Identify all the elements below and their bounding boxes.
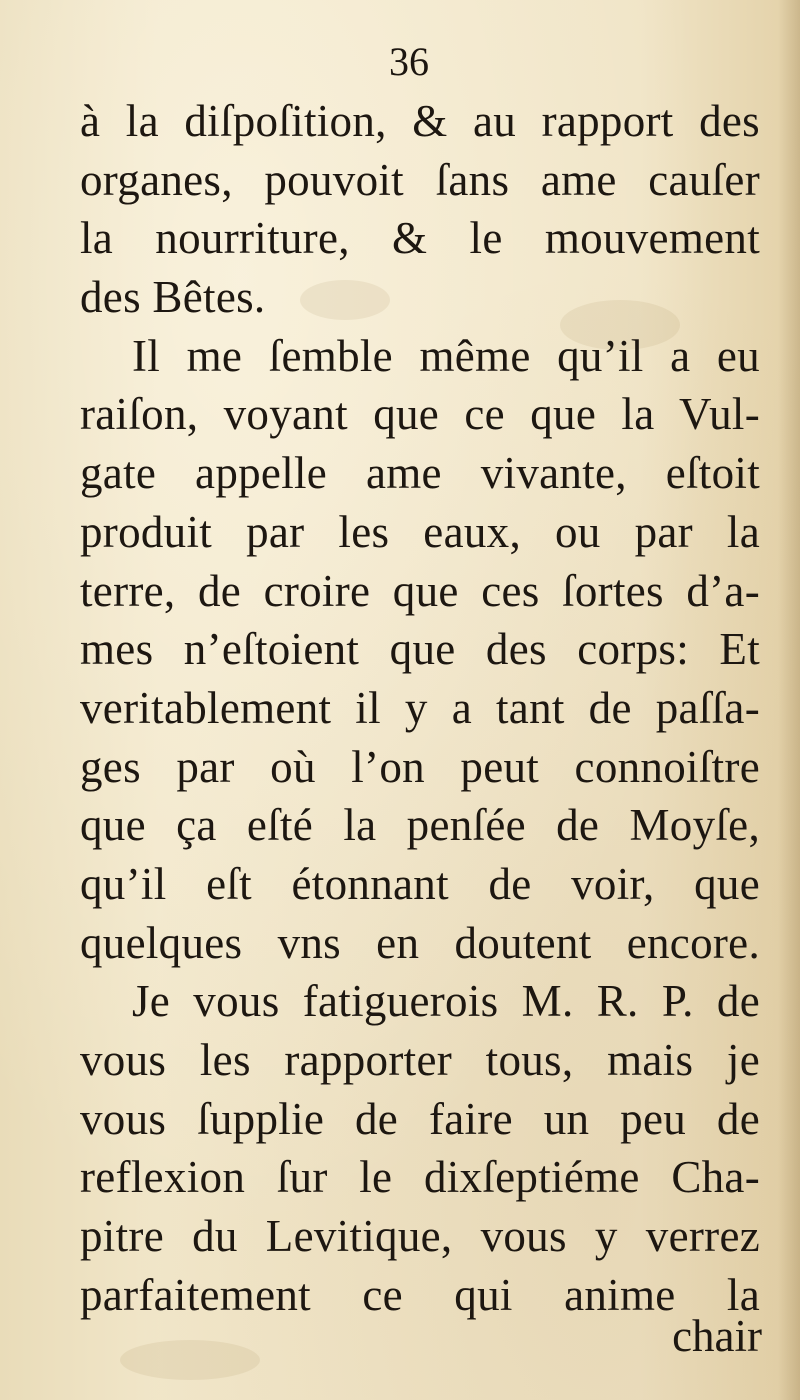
text-line: gate appelle ame vivante, eſtoit [80, 448, 760, 499]
text-line: veritablement il y a tant de paſſa- [80, 682, 760, 733]
text-line: mes n’eſtoient que des corps: Et [80, 624, 760, 675]
text-line: parfaitement ce qui anime la [80, 1269, 760, 1320]
text-line: à la diſpoſition, & au rapport des [80, 96, 760, 146]
page-edge-shadow [778, 0, 800, 1400]
text-line: organes, pouvoit ſans ame cauſer [80, 154, 760, 205]
paper-stain [120, 1340, 260, 1380]
body-text [80, 92, 760, 1324]
text-line: qu’il eſt étonnant de voir, que [80, 858, 760, 909]
text-line: la nourriture, & le mouvement [80, 213, 760, 264]
text-line: pitre du Levitique, vous y verrez [80, 1211, 760, 1262]
text-line: que ça eſté la penſée de Moyſe, [80, 800, 760, 851]
text-line: produit par les eaux, ou par la [80, 506, 760, 557]
text-line: raiſon, voyant que ce que la Vul- [80, 389, 760, 440]
text-line: vous les rapporter tous, mais je [80, 1035, 760, 1085]
page-number: 36 [389, 39, 429, 84]
text-line: terre, de croire que ces ſortes d’a- [80, 565, 760, 616]
paragraph-start-line: Je vous fatiguerois M. R. P. de [132, 976, 760, 1027]
text-line: des Bêtes. [80, 272, 266, 323]
text-line: ges par où l’on peut connoiſtre [80, 741, 760, 792]
text-line: quelques vns en doutent encore. [80, 917, 760, 968]
paragraph-start-line: Il me ſemble même qu’il a eu [132, 330, 760, 381]
catchword: chair [672, 1311, 762, 1361]
text-line: reflexion ſur le dixſeptiéme Cha- [80, 1152, 760, 1203]
text-line: vous ſupplie de faire un peu de [80, 1093, 760, 1144]
